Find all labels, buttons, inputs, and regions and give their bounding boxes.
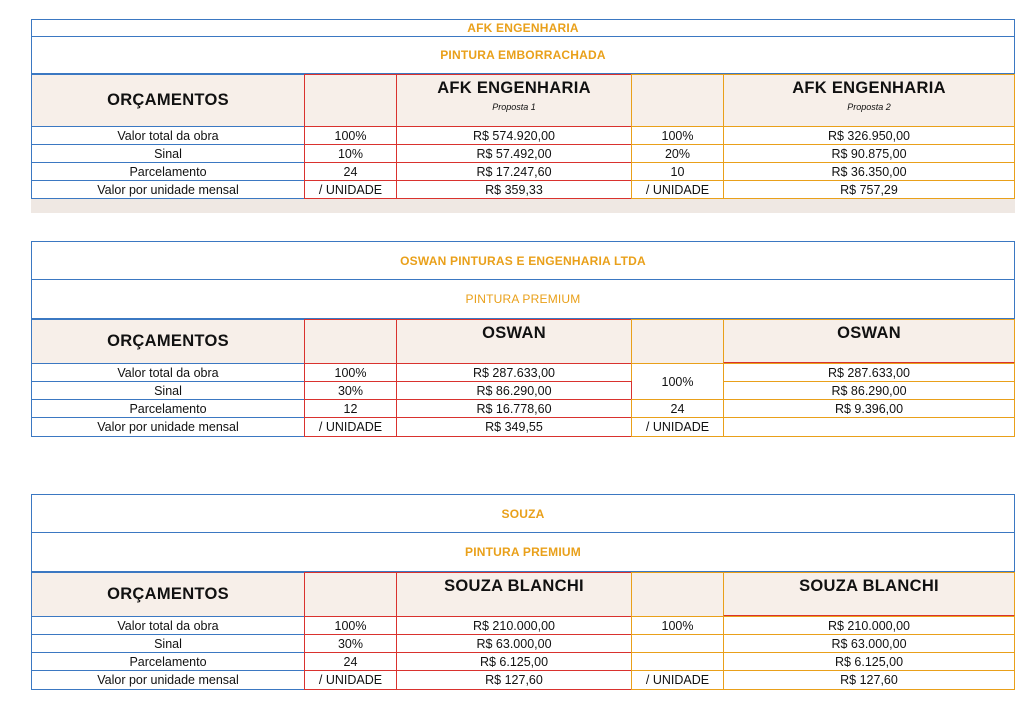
row-label: Valor total da obra [31, 616, 305, 635]
company-title: SOUZA [31, 494, 1015, 533]
row-v1: R$ 57.492,00 [396, 144, 632, 163]
row-c1: 24 [304, 162, 397, 181]
proposal-2-name: OSWAN [837, 324, 901, 342]
header-orcamentos: ORÇAMENTOS [31, 572, 305, 617]
company-title: OSWAN PINTURAS E ENGENHARIA LTDA [31, 241, 1015, 280]
proposal-2-sub: Proposta 2 [847, 102, 891, 112]
row-c1: / UNIDADE [304, 180, 397, 199]
header-blank-1 [304, 572, 397, 617]
row-label: Parcelamento [31, 162, 305, 181]
row-c1: 30% [304, 634, 397, 653]
row-label: Valor total da obra [31, 363, 305, 382]
header-proposal-2 [723, 319, 1015, 364]
proposal-2-name: AFK ENGENHARIA [792, 79, 946, 97]
header-blank-1 [304, 74, 397, 127]
proposal-1-name: OSWAN [482, 324, 546, 342]
row-c2-merged: 100% [631, 363, 724, 400]
row-c1: 100% [304, 616, 397, 635]
row-label: Valor total da obra [31, 126, 305, 145]
row-v2: R$ 127,60 [723, 670, 1015, 690]
row-v2: R$ 326.950,00 [723, 126, 1015, 145]
product-title: PINTURA PREMIUM [31, 533, 1015, 572]
row-v2: R$ 9.396,00 [723, 399, 1015, 418]
row-label: Parcelamento [31, 399, 305, 418]
header-proposal-2 [723, 74, 1015, 127]
row-v1: R$ 63.000,00 [396, 634, 632, 653]
row-v1: R$ 287.633,00 [396, 363, 632, 382]
header-proposal-1 [396, 74, 632, 127]
row-c2: 100% [631, 616, 724, 635]
row-v1: R$ 127,60 [396, 670, 632, 690]
budget-table [31, 572, 1015, 694]
row-c2: 10 [631, 162, 724, 181]
row-v2: R$ 757,29 [723, 180, 1015, 199]
budget-table [31, 319, 1015, 441]
row-c2: / UNIDADE [631, 180, 724, 199]
row-v2: R$ 36.350,00 [723, 162, 1015, 181]
row-c2 [631, 652, 724, 671]
row-c2: 20% [631, 144, 724, 163]
row-c2: 24 [631, 399, 724, 418]
proposal-2-name: SOUZA BLANCHI [799, 577, 939, 595]
row-c2: / UNIDADE [631, 417, 724, 437]
header-blank-2 [631, 74, 724, 127]
budget-table [31, 74, 1015, 206]
row-c2: / UNIDADE [631, 670, 724, 690]
row-c1: 24 [304, 652, 397, 671]
row-v2: R$ 210.000,00 [723, 616, 1015, 635]
product-title: PINTURA PREMIUM [31, 280, 1015, 319]
budget-block-oswan [31, 241, 1015, 441]
row-v1: R$ 6.125,00 [396, 652, 632, 671]
budget-block-souza [31, 494, 1015, 694]
header-blank-1 [304, 319, 397, 364]
header-proposal-1 [396, 572, 632, 617]
row-label: Sinal [31, 634, 305, 653]
row-label: Sinal [31, 381, 305, 400]
row-v2: R$ 63.000,00 [723, 634, 1015, 653]
row-v1: R$ 574.920,00 [396, 126, 632, 145]
row-c1: 12 [304, 399, 397, 418]
row-v2: R$ 6.125,00 [723, 652, 1015, 671]
proposal-1-sub: Proposta 1 [492, 102, 536, 112]
row-v2: R$ 86.290,00 [723, 381, 1015, 400]
row-v2: R$ 90.875,00 [723, 144, 1015, 163]
product-title: PINTURA EMBORRACHADA [31, 37, 1015, 74]
header-proposal-1 [396, 319, 632, 364]
proposal-1-name: SOUZA BLANCHI [444, 577, 584, 595]
row-label: Valor por unidade mensal [31, 180, 305, 199]
row-c1: 100% [304, 126, 397, 145]
row-v1: R$ 17.247,60 [396, 162, 632, 181]
proposal-1-name: AFK ENGENHARIA [437, 79, 591, 97]
company-title: AFK ENGENHARIA [31, 19, 1015, 37]
row-v1: R$ 210.000,00 [396, 616, 632, 635]
row-c1: / UNIDADE [304, 670, 397, 690]
row-v1: R$ 86.290,00 [396, 381, 632, 400]
header-orcamentos: ORÇAMENTOS [31, 319, 305, 364]
spacer-row [31, 199, 1015, 213]
row-c1: 30% [304, 381, 397, 400]
row-label: Sinal [31, 144, 305, 163]
row-v1: R$ 349,55 [396, 417, 632, 437]
row-v1: R$ 359,33 [396, 180, 632, 199]
row-label: Valor por unidade mensal [31, 670, 305, 690]
row-v2: R$ 287.633,00 [723, 363, 1015, 382]
header-orcamentos: ORÇAMENTOS [31, 74, 305, 127]
row-c1: 10% [304, 144, 397, 163]
header-proposal-2 [723, 572, 1015, 617]
row-v2 [723, 417, 1015, 437]
budget-block-afk [31, 19, 1015, 206]
row-c2 [631, 634, 724, 653]
header-blank-2 [631, 572, 724, 617]
row-c1: 100% [304, 363, 397, 382]
row-label: Parcelamento [31, 652, 305, 671]
row-label: Valor por unidade mensal [31, 417, 305, 437]
row-c1: / UNIDADE [304, 417, 397, 437]
row-v1: R$ 16.778,60 [396, 399, 632, 418]
header-blank-2 [631, 319, 724, 364]
row-c2: 100% [631, 126, 724, 145]
